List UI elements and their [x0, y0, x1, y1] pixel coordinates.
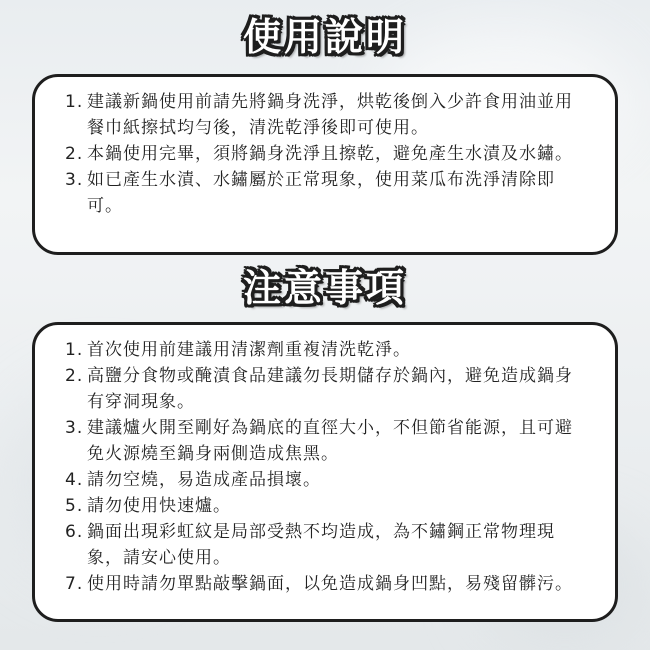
notes-panel — [32, 322, 618, 622]
item-number: 3. — [65, 170, 84, 190]
list-item — [65, 337, 585, 363]
usage-title: 使用說明 — [242, 15, 407, 59]
usage-list — [65, 89, 585, 219]
item-number: 5. — [65, 496, 84, 516]
item-text: 使用時請勿單點敲擊鍋面，以免造成鍋身凹點，易殘留髒污。 — [87, 574, 573, 594]
item-text: 鍋面出現彩虹紋是局部受熱不均造成，為不鏽鋼正常物理現象，請安心使用。 — [87, 522, 555, 568]
list-item — [65, 141, 585, 167]
item-number: 6. — [65, 522, 84, 542]
item-number: 1. — [65, 92, 84, 112]
item-text: 本鍋使用完畢，須將鍋身洗淨且擦乾，避免產生水漬及水鏽。 — [87, 144, 573, 164]
item-number: 4. — [65, 470, 84, 490]
item-text: 建議新鍋使用前請先將鍋身洗淨，烘乾後倒入少許食用油並用餐巾紙擦拭均勻後，清洗乾淨後即可使用。 — [87, 92, 573, 138]
item-number: 3. — [65, 418, 84, 438]
list-item — [65, 167, 585, 219]
usage-panel — [32, 74, 618, 255]
item-text: 如已產生水漬、水鏽屬於正常現象，使用菜瓜布洗淨清除即可。 — [87, 170, 555, 216]
list-item — [65, 363, 585, 415]
item-text: 請勿使用快速爐。 — [87, 496, 231, 516]
item-text: 首次使用前建議用清潔劑重複清洗乾淨。 — [87, 340, 411, 360]
list-item — [65, 89, 585, 141]
list-item — [65, 519, 585, 571]
item-number: 2. — [65, 144, 84, 164]
item-text: 請勿空燒，易造成產品損壞。 — [87, 470, 321, 490]
item-number: 2. — [65, 366, 84, 386]
list-item — [65, 493, 585, 519]
list-item — [65, 415, 585, 467]
item-number: 7. — [65, 574, 84, 594]
list-item — [65, 571, 585, 597]
list-item — [65, 467, 585, 493]
item-text: 建議爐火開至剛好為鍋底的直徑大小，不但節省能源，且可避免火源燒至鍋身兩側造成焦黑。 — [87, 418, 573, 464]
item-text: 高鹽分食物或醃漬食品建議勿長期儲存於鍋內，避免造成鍋身有穿洞現象。 — [87, 366, 573, 412]
item-number: 1. — [65, 340, 84, 360]
notes-title: 注意事項 — [242, 266, 407, 310]
notes-list — [65, 337, 585, 597]
